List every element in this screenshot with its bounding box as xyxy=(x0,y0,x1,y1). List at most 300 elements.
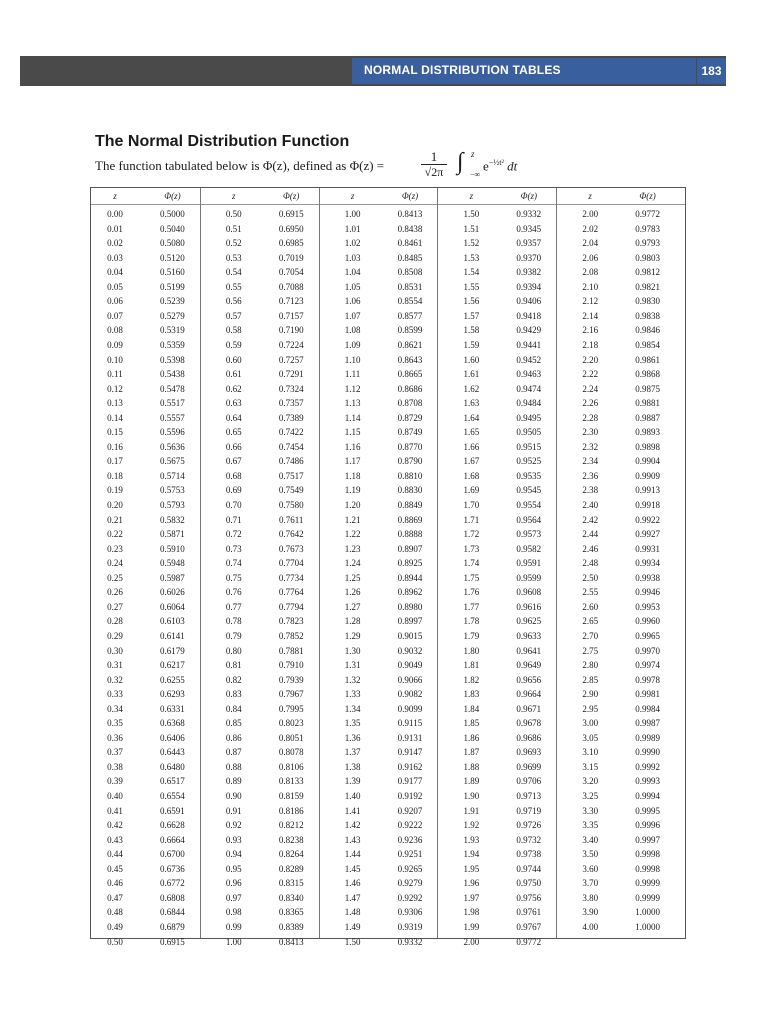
cell-phi: 0.7673 xyxy=(278,543,304,554)
cell-z: 1.31 xyxy=(344,660,361,671)
cell-phi: 0.9115 xyxy=(397,718,423,729)
cell-z: 1.53 xyxy=(463,252,480,263)
cell-phi: 0.9738 xyxy=(516,849,542,860)
cell-phi: 0.9998 xyxy=(635,863,660,874)
cell-z: 0.10 xyxy=(107,354,123,365)
cell-phi: 0.6480 xyxy=(160,761,185,772)
cell-z: 1.42 xyxy=(344,820,361,831)
cell-z: 1.88 xyxy=(463,761,480,772)
cell-z: 1.91 xyxy=(463,805,480,816)
cell-z: 0.02 xyxy=(107,238,123,249)
cell-z: 2.00 xyxy=(463,936,480,947)
cell-phi: 0.5793 xyxy=(160,500,185,510)
cell-z: 0.44 xyxy=(107,849,123,860)
cell-phi: 0.9887 xyxy=(635,412,660,423)
cell-z: 1.08 xyxy=(344,325,361,336)
cell-phi: 0.6406 xyxy=(160,732,185,743)
cell-phi: 0.6736 xyxy=(160,863,185,874)
cell-phi: 0.9699 xyxy=(516,761,542,772)
cell-phi: 0.6772 xyxy=(160,878,185,889)
cell-z: 0.47 xyxy=(107,892,123,903)
cell-z: 0.46 xyxy=(107,878,123,889)
cell-z: 0.99 xyxy=(225,921,242,932)
cell-phi: 0.8238 xyxy=(278,834,304,845)
cell-z: 1.00 xyxy=(344,209,361,219)
cell-phi: 0.5239 xyxy=(160,296,185,307)
differential: dt xyxy=(507,158,518,174)
normal-distribution-table xyxy=(90,187,686,947)
cell-z: 1.83 xyxy=(463,689,480,700)
cell-z: 0.01 xyxy=(107,223,123,234)
cell-phi: 0.9918 xyxy=(635,500,660,510)
cell-phi: 0.6879 xyxy=(160,921,185,932)
cell-phi: 0.7939 xyxy=(278,674,304,685)
cell-z: 1.98 xyxy=(463,907,480,918)
cell-phi: 0.9767 xyxy=(516,921,542,932)
cell-phi: 0.6950 xyxy=(278,223,304,234)
cell-z: 0.23 xyxy=(107,543,123,554)
cell-phi: 0.9429 xyxy=(516,325,542,336)
cell-z: 1.71 xyxy=(463,514,480,525)
cell-phi: 0.8023 xyxy=(278,718,304,729)
cell-phi: 0.8643 xyxy=(397,354,423,365)
cell-phi: 1.0000 xyxy=(635,921,660,932)
cell-phi: 0.8830 xyxy=(397,485,423,496)
cell-z: 1.50 xyxy=(463,209,480,219)
cell-phi: 0.9830 xyxy=(635,296,660,307)
cell-z: 1.55 xyxy=(463,281,480,292)
cell-phi: 0.5160 xyxy=(160,267,185,278)
cell-phi: 0.8365 xyxy=(278,907,304,918)
cell-z: 0.71 xyxy=(225,514,242,525)
cell-phi: 0.7764 xyxy=(278,587,304,598)
cell-phi: 0.7257 xyxy=(278,354,304,365)
cell-phi: 0.8621 xyxy=(397,339,423,350)
cell-z: 0.81 xyxy=(225,660,242,671)
cell-z: 1.90 xyxy=(463,791,480,801)
cell-z: 2.24 xyxy=(582,383,599,394)
cell-z: 1.51 xyxy=(463,223,480,234)
cell-phi: 0.9938 xyxy=(635,572,660,583)
cell-phi: 0.7054 xyxy=(278,267,304,278)
cell-phi: 0.9946 xyxy=(635,587,660,598)
cell-phi: 0.8315 xyxy=(278,878,304,889)
cell-z: 0.40 xyxy=(107,791,123,801)
cell-z: 0.14 xyxy=(107,412,123,423)
cell-z: 2.32 xyxy=(582,441,599,452)
cell-z: 1.81 xyxy=(463,660,480,671)
cell-phi: 0.9162 xyxy=(397,761,423,772)
cell-phi: 0.8729 xyxy=(397,412,423,423)
cell-z: 0.85 xyxy=(225,718,242,729)
cell-z: 2.46 xyxy=(582,543,599,554)
cell-z: 1.05 xyxy=(344,281,361,292)
header-z: z xyxy=(113,191,117,201)
cell-phi: 0.8051 xyxy=(278,732,304,743)
cell-phi: 0.9306 xyxy=(397,907,423,918)
cell-phi: 0.6915 xyxy=(278,209,304,219)
cell-z: 3.70 xyxy=(582,878,599,889)
cell-z: 0.72 xyxy=(225,529,242,540)
cell-phi: 0.9357 xyxy=(516,238,542,249)
cell-z: 1.99 xyxy=(463,921,480,932)
cell-z: 0.80 xyxy=(225,645,242,656)
cell-phi: 0.5040 xyxy=(160,223,185,234)
cell-z: 0.60 xyxy=(225,354,242,365)
cell-phi: 0.9147 xyxy=(397,747,423,758)
cell-z: 1.15 xyxy=(344,427,361,438)
cell-phi: 0.6628 xyxy=(160,820,185,831)
cell-phi: 0.7852 xyxy=(278,630,304,641)
cell-z: 1.65 xyxy=(463,427,480,438)
cell-z: 0.93 xyxy=(225,834,242,845)
cell-z: 0.43 xyxy=(107,834,123,845)
cell-z: 0.75 xyxy=(225,572,242,583)
cell-phi: 0.9633 xyxy=(516,630,542,641)
cell-z: 3.20 xyxy=(582,776,599,787)
cell-phi: 0.6103 xyxy=(160,616,185,627)
cell-phi: 0.6331 xyxy=(160,703,185,714)
cell-phi: 0.7734 xyxy=(278,572,304,583)
cell-z: 1.68 xyxy=(463,470,480,481)
cell-phi: 0.8907 xyxy=(397,543,423,554)
cell-z: 2.60 xyxy=(582,601,599,612)
cell-z: 2.10 xyxy=(582,281,599,292)
cell-phi: 0.9838 xyxy=(635,310,660,321)
cell-z: 1.74 xyxy=(463,558,480,569)
cell-z: 2.36 xyxy=(582,470,599,481)
cell-phi: 0.9582 xyxy=(516,543,542,554)
cell-phi: 0.5636 xyxy=(160,441,185,452)
cell-z: 0.48 xyxy=(107,907,123,918)
cell-z: 1.70 xyxy=(463,500,480,510)
cell-z: 0.97 xyxy=(225,892,242,903)
cell-phi: 0.6915 xyxy=(160,936,185,947)
cell-z: 3.35 xyxy=(582,820,599,831)
cell-z: 2.85 xyxy=(582,674,599,685)
cell-phi: 0.9207 xyxy=(397,805,423,816)
cell-z: 0.55 xyxy=(225,281,242,292)
cell-phi: 0.9996 xyxy=(635,820,660,831)
cell-z: 2.14 xyxy=(582,310,599,321)
cell-phi: 0.9974 xyxy=(635,660,660,671)
cell-z: 1.13 xyxy=(344,398,361,409)
cell-z: 1.86 xyxy=(463,732,480,743)
cell-z: 0.31 xyxy=(107,660,123,671)
cell-z: 0.95 xyxy=(225,863,242,874)
cell-phi: 0.6293 xyxy=(160,689,185,700)
cell-phi: 0.9082 xyxy=(397,689,423,700)
cell-z: 0.50 xyxy=(107,936,123,947)
cell-z: 0.17 xyxy=(107,456,123,467)
cell-phi: 0.9984 xyxy=(635,703,660,714)
cell-phi: 0.8665 xyxy=(397,369,423,380)
cell-phi: 0.9319 xyxy=(397,921,423,932)
cell-phi: 0.9049 xyxy=(397,660,423,671)
cell-phi: 0.9990 xyxy=(635,747,660,758)
cell-phi: 0.9732 xyxy=(516,834,542,845)
cell-phi: 0.6179 xyxy=(160,645,185,656)
cell-phi: 0.8133 xyxy=(278,776,304,787)
cell-z: 0.49 xyxy=(107,921,123,932)
cell-z: 0.06 xyxy=(107,296,123,307)
cell-phi: 0.5675 xyxy=(160,456,185,467)
cell-phi: 0.9192 xyxy=(397,791,423,801)
cell-phi: 0.7823 xyxy=(278,616,304,627)
cell-phi: 0.9505 xyxy=(516,427,542,438)
cell-z: 1.36 xyxy=(344,732,361,743)
cell-z: 0.07 xyxy=(107,310,123,321)
cell-z: 1.37 xyxy=(344,747,361,758)
cell-z: 2.18 xyxy=(582,339,599,350)
cell-z: 1.50 xyxy=(344,936,361,947)
cell-phi: 0.8340 xyxy=(278,892,304,903)
cell-phi: 0.9678 xyxy=(516,718,542,729)
cell-z: 1.43 xyxy=(344,834,361,845)
cell-phi: 0.8790 xyxy=(397,456,423,467)
cell-z: 0.92 xyxy=(225,820,242,831)
cell-z: 1.17 xyxy=(344,456,361,467)
cell-z: 3.25 xyxy=(582,791,599,801)
cell-z: 1.64 xyxy=(463,412,480,423)
cell-phi: 0.8389 xyxy=(278,921,304,932)
header-phi: Φ(z) xyxy=(520,191,537,201)
cell-phi: 0.7486 xyxy=(278,456,304,467)
cell-phi: 0.7704 xyxy=(278,558,304,569)
cell-phi: 0.9495 xyxy=(516,412,542,423)
cell-z: 1.07 xyxy=(344,310,361,321)
cell-z: 0.70 xyxy=(225,500,242,510)
cell-z: 0.58 xyxy=(225,325,242,336)
cell-z: 0.18 xyxy=(107,470,123,481)
cell-phi: 0.8686 xyxy=(397,383,423,394)
cell-phi: 0.9960 xyxy=(635,616,660,627)
cell-phi: 0.9726 xyxy=(516,820,542,831)
cell-phi: 0.9564 xyxy=(516,514,542,525)
cell-z: 2.65 xyxy=(582,616,599,627)
cell-phi: 0.8531 xyxy=(397,281,423,292)
cell-phi: 0.5557 xyxy=(160,412,185,423)
cell-z: 1.29 xyxy=(344,630,361,641)
cell-phi: 0.8485 xyxy=(397,252,423,263)
cell-phi: 0.9177 xyxy=(397,776,423,787)
cell-phi: 0.6554 xyxy=(160,791,185,801)
header-z: z xyxy=(232,191,236,201)
cell-z: 1.76 xyxy=(463,587,480,598)
cell-phi: 0.9332 xyxy=(516,209,542,219)
cell-z: 1.33 xyxy=(344,689,361,700)
cell-phi: 0.9441 xyxy=(516,339,542,350)
cell-phi: 0.9345 xyxy=(516,223,542,234)
cell-phi: 0.6064 xyxy=(160,601,185,612)
cell-phi: 0.7291 xyxy=(278,369,304,380)
cell-phi: 0.9904 xyxy=(635,456,660,467)
formula-line xyxy=(95,150,655,184)
cell-z: 3.40 xyxy=(582,834,599,845)
cell-z: 0.63 xyxy=(225,398,242,409)
integral-lower-limit: −∞ xyxy=(470,170,481,179)
cell-z: 0.94 xyxy=(225,849,242,860)
cell-phi: 0.9656 xyxy=(516,674,542,685)
cell-z: 0.86 xyxy=(225,732,242,743)
cell-phi: 0.9370 xyxy=(516,252,542,263)
cell-phi: 0.9719 xyxy=(516,805,542,816)
cell-z: 1.75 xyxy=(463,572,480,583)
cell-phi: 0.9693 xyxy=(516,747,542,758)
cell-z: 0.21 xyxy=(107,514,123,525)
cell-phi: 0.7967 xyxy=(278,689,304,700)
cell-phi: 0.9783 xyxy=(635,223,660,234)
cell-phi: 0.7157 xyxy=(278,310,304,321)
cell-phi: 0.8264 xyxy=(278,849,304,860)
cell-phi: 0.9995 xyxy=(635,805,660,816)
cell-phi: 0.9545 xyxy=(516,485,542,496)
cell-z: 2.90 xyxy=(582,689,599,700)
cell-z: 0.05 xyxy=(107,281,123,292)
cell-z: 2.06 xyxy=(582,252,599,263)
cell-z: 0.13 xyxy=(107,398,123,409)
cell-z: 1.57 xyxy=(463,310,480,321)
cell-z: 1.06 xyxy=(344,296,361,307)
cell-phi: 0.9279 xyxy=(397,878,423,889)
fraction-numerator: 1 xyxy=(421,150,447,165)
cell-z: 0.68 xyxy=(225,470,242,481)
integrand-exponent: −½t² xyxy=(488,158,504,167)
cell-z: 1.93 xyxy=(463,834,480,845)
cell-z: 1.14 xyxy=(344,412,361,423)
cell-phi: 0.9934 xyxy=(635,558,660,569)
header-title: NORMAL DISTRIBUTION TABLES xyxy=(364,63,561,77)
cell-phi: 0.5398 xyxy=(160,354,185,365)
cell-z: 0.62 xyxy=(225,383,242,394)
cell-z: 1.38 xyxy=(344,761,361,772)
cell-z: 0.91 xyxy=(225,805,242,816)
cell-z: 0.84 xyxy=(225,703,242,714)
cell-z: 0.34 xyxy=(107,703,123,714)
cell-z: 0.12 xyxy=(107,383,123,394)
cell-phi: 0.9812 xyxy=(635,267,660,278)
cell-phi: 0.9992 xyxy=(635,761,660,772)
cell-z: 1.85 xyxy=(463,718,480,729)
cell-phi: 0.7324 xyxy=(278,383,304,394)
cell-phi: 0.9881 xyxy=(635,398,660,409)
cell-phi: 0.5478 xyxy=(160,383,185,394)
cell-z: 2.30 xyxy=(582,427,599,438)
cell-phi: 0.9251 xyxy=(397,849,423,860)
cell-phi: 0.9452 xyxy=(516,354,542,365)
cell-phi: 0.8438 xyxy=(397,223,423,234)
cell-z: 0.09 xyxy=(107,339,123,350)
cell-phi: 0.8962 xyxy=(397,587,423,598)
cell-phi: 0.6517 xyxy=(160,776,185,787)
cell-phi: 0.9965 xyxy=(635,630,660,641)
cell-phi: 1.0000 xyxy=(635,907,660,918)
cell-phi: 0.9931 xyxy=(635,543,660,554)
cell-z: 0.67 xyxy=(225,456,242,467)
cell-z: 2.26 xyxy=(582,398,599,409)
cell-z: 1.92 xyxy=(463,820,480,831)
cell-phi: 0.6844 xyxy=(160,907,185,918)
cell-z: 2.12 xyxy=(582,296,599,307)
cell-phi: 0.9236 xyxy=(397,834,423,845)
cell-z: 2.44 xyxy=(582,529,599,540)
formula-fraction xyxy=(421,150,447,180)
cell-phi: 0.7995 xyxy=(278,703,304,714)
cell-phi: 0.9332 xyxy=(397,936,423,947)
cell-z: 1.97 xyxy=(463,892,480,903)
cell-phi: 0.9989 xyxy=(635,732,660,743)
cell-z: 1.10 xyxy=(344,354,361,365)
cell-z: 0.03 xyxy=(107,252,123,263)
cell-z: 1.52 xyxy=(463,238,480,249)
column-divider xyxy=(319,188,320,938)
integrand xyxy=(483,158,517,174)
cell-z: 3.90 xyxy=(582,907,599,918)
cell-phi: 0.9993 xyxy=(635,776,660,787)
cell-phi: 0.6255 xyxy=(160,674,185,685)
cell-z: 1.58 xyxy=(463,325,480,336)
cell-phi: 0.9761 xyxy=(516,907,542,918)
cell-z: 0.98 xyxy=(225,907,242,918)
cell-phi: 0.7422 xyxy=(278,427,304,438)
cell-phi: 0.9265 xyxy=(397,863,423,874)
cell-phi: 0.8289 xyxy=(278,863,304,874)
cell-z: 1.46 xyxy=(344,878,361,889)
cell-z: 0.54 xyxy=(225,267,242,278)
cell-z: 3.80 xyxy=(582,892,599,903)
cell-z: 1.00 xyxy=(225,936,242,947)
cell-phi: 0.8770 xyxy=(397,441,423,452)
cell-phi: 0.6443 xyxy=(160,747,185,758)
cell-phi: 0.6591 xyxy=(160,805,185,816)
cell-z: 3.00 xyxy=(582,718,599,729)
cell-z: 3.05 xyxy=(582,732,599,743)
cell-z: 2.42 xyxy=(582,514,599,525)
cell-z: 1.78 xyxy=(463,616,480,627)
cell-phi: 0.9821 xyxy=(635,281,660,292)
cell-z: 3.60 xyxy=(582,863,599,874)
cell-phi: 0.9999 xyxy=(635,878,660,889)
cell-phi: 0.5517 xyxy=(160,398,185,409)
cell-z: 0.64 xyxy=(225,412,242,423)
cell-z: 0.30 xyxy=(107,645,123,656)
cell-z: 0.11 xyxy=(107,369,123,380)
cell-z: 0.42 xyxy=(107,820,123,831)
cell-phi: 0.6700 xyxy=(160,849,185,860)
cell-z: 1.27 xyxy=(344,601,361,612)
cell-phi: 0.8888 xyxy=(397,529,423,540)
cell-phi: 0.9671 xyxy=(516,703,542,714)
cell-z: 0.24 xyxy=(107,558,123,569)
cell-z: 2.00 xyxy=(582,209,599,219)
cell-z: 1.66 xyxy=(463,441,480,452)
header-phi: Φ(z) xyxy=(164,191,181,201)
cell-phi: 0.8461 xyxy=(397,238,423,249)
page-number: 183 xyxy=(697,58,726,84)
cell-z: 1.89 xyxy=(463,776,480,787)
cell-z: 0.22 xyxy=(107,529,123,540)
cell-z: 3.15 xyxy=(582,761,599,772)
cell-phi: 0.9868 xyxy=(635,369,660,380)
section-title: The Normal Distribution Function xyxy=(95,133,350,150)
cell-phi: 0.9997 xyxy=(635,834,660,845)
cell-z: 0.27 xyxy=(107,601,123,612)
cell-phi: 0.9793 xyxy=(635,238,660,249)
cell-z: 0.28 xyxy=(107,616,123,627)
cell-z: 2.16 xyxy=(582,325,599,336)
cell-phi: 0.9625 xyxy=(516,616,542,627)
header-z: z xyxy=(350,191,355,201)
